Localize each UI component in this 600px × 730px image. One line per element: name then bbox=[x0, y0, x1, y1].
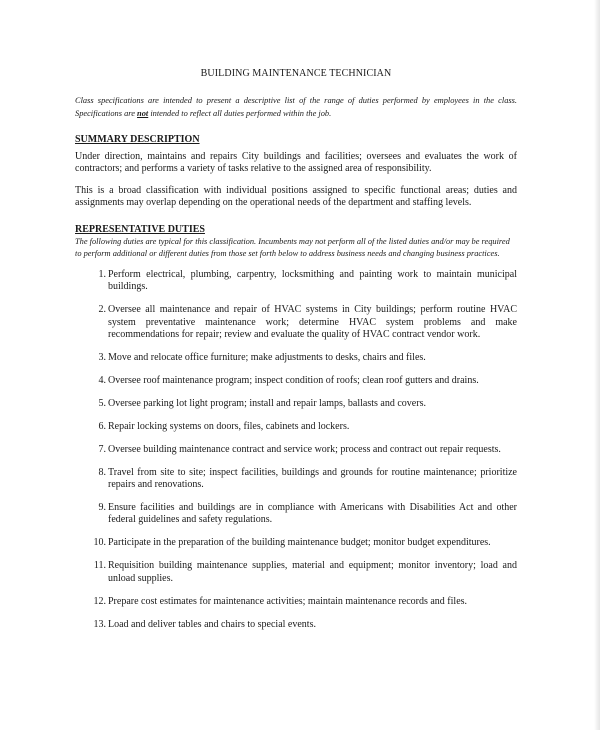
duty-text: Requisition building maintenance supplies, material and equipment; monitor inventory; load and unload supplies. bbox=[108, 560, 517, 584]
duty-number: 12. bbox=[93, 595, 106, 607]
duty-item bbox=[75, 560, 517, 585]
duty-number: 6. bbox=[98, 420, 106, 432]
intro-line-2b: intended to reflect all duties performed within the job. bbox=[148, 108, 332, 118]
intro-not-emphasis: not bbox=[137, 108, 149, 118]
intro-note bbox=[75, 95, 517, 120]
duties-heading: REPRESENTATIVE DUTIES bbox=[75, 223, 205, 235]
duty-item bbox=[75, 502, 517, 527]
duty-number: 9. bbox=[98, 502, 106, 514]
duty-number: 4. bbox=[98, 374, 106, 386]
duty-number: 10. bbox=[93, 537, 106, 549]
duty-number: 2. bbox=[98, 304, 106, 316]
summary-paragraph-2: This is a broad classification with individual positions assigned to specific functional areas; duties and assignments may overlap depending on the operational needs of the department and staffing levels. bbox=[75, 185, 517, 209]
duty-item bbox=[75, 421, 517, 433]
duty-item bbox=[75, 619, 517, 631]
duty-item bbox=[75, 467, 517, 492]
duties-list bbox=[75, 269, 517, 631]
intro-line-1: Class specifications are intended to present a descriptive list of the range of duties performed by employees in the bbox=[75, 96, 494, 106]
page-edge-shadow bbox=[594, 0, 600, 730]
duty-text: Move and relocate office furniture; make adjustments to desks, chairs and files. bbox=[108, 351, 426, 363]
duty-number: 11. bbox=[93, 560, 106, 572]
duty-text: Oversee building maintenance contract and service work; process and contract out repair requests. bbox=[108, 443, 501, 455]
duty-text: Ensure facilities and buildings are in compliance with Americans with Disabilities Act and other federal guidelines and safety regulations. bbox=[108, 502, 517, 526]
document-body bbox=[75, 68, 517, 642]
duty-item bbox=[75, 375, 517, 387]
duty-text: Travel from site to site; inspect facilities, buildings and grounds for routine maintenance; prioritize repairs and renovations. bbox=[108, 466, 517, 491]
intro-line-2a: class. Specifications are bbox=[75, 96, 517, 118]
duties-section bbox=[75, 224, 517, 631]
summary-heading: SUMMARY DESCRIPTION bbox=[75, 134, 200, 146]
document-title: BUILDING MAINTENANCE TECHNICIAN bbox=[200, 68, 392, 79]
duty-item bbox=[75, 537, 517, 549]
duty-text: Repair locking systems on doors, files, cabinets and lockers. bbox=[108, 420, 350, 432]
duty-number: 13. bbox=[93, 618, 106, 630]
duty-text: Oversee roof maintenance program; inspect condition of roofs; clean roof gutters and drains. bbox=[108, 374, 479, 386]
duty-number: 8. bbox=[98, 466, 106, 478]
duties-note: The following duties are typical for this classification. Incumbents may not perform all of the listed duties and/or may be required to perform additional or different duties from those set forth below to address business needs and changing business practices. bbox=[75, 237, 510, 258]
duty-text: Load and deliver tables and chairs to special events. bbox=[108, 618, 316, 630]
duty-item bbox=[75, 398, 517, 410]
duty-text: Perform electrical, plumbing, carpentry, locksmithing and painting work to maintain municipal buildings. bbox=[108, 269, 517, 293]
duty-number: 5. bbox=[98, 397, 106, 409]
duty-item bbox=[75, 352, 517, 364]
duty-text: Oversee all maintenance and repair of HVAC systems in City buildings; perform routine HVAC system preventative maintenance work; determine HVAC system problems and make recommendations for repair; review and evaluate the quality of HVAC contract vendor work. bbox=[108, 304, 517, 340]
duty-number: 3. bbox=[98, 351, 106, 363]
duty-item bbox=[75, 444, 517, 456]
duty-text: Prepare cost estimates for maintenance activities; maintain maintenance records and files. bbox=[108, 595, 468, 607]
summary-paragraph-1: Under direction, maintains and repairs City buildings and facilities; oversees and evaluates the work of contractors; and performs a variety of tasks relative to the assigned area of responsibility. bbox=[75, 150, 517, 174]
duty-item bbox=[75, 304, 517, 341]
duty-number: 7. bbox=[98, 443, 106, 455]
duty-text: Oversee parking lot light program; install and repair lamps, ballasts and covers. bbox=[108, 397, 426, 409]
duty-item bbox=[75, 596, 517, 608]
duty-text: Participate in the preparation of the building maintenance budget; monitor budget expenditures. bbox=[108, 537, 491, 549]
duty-number: 1. bbox=[98, 269, 106, 281]
duty-item bbox=[75, 269, 517, 294]
